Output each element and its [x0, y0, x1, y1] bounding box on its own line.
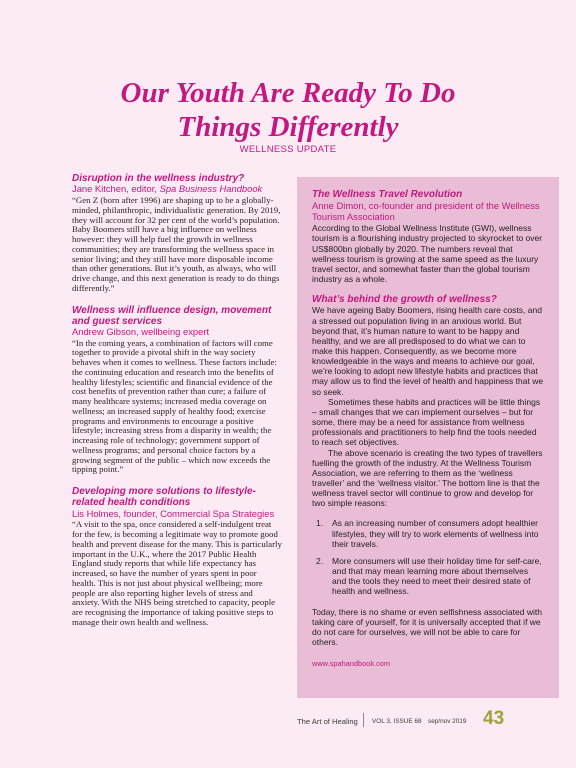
article-2	[72, 305, 282, 476]
list-item	[312, 518, 544, 548]
byline-name: Jane Kitchen, editor,	[72, 183, 160, 195]
title-line-2: Things Differently	[177, 111, 399, 143]
article-byline: Lis Holmes, founder, Commercial Spa Strategies	[72, 507, 275, 519]
issue-date: sep/nov 2019	[428, 718, 467, 725]
article-heading: Wellness will influence design, movement and guest services	[72, 304, 272, 327]
list-marker: 1.	[316, 518, 324, 529]
article-heading: Disruption in the wellness industry?	[72, 173, 245, 184]
feature-paragraph: Sometimes these habits and practices will be little things – small changes that we can implement ourselves – but for some, there may be a need for assistance from wellness professionals and practitioners to help find the tools needed to reach set objectives.	[312, 396, 541, 448]
list-marker: 2.	[316, 555, 324, 566]
left-column	[72, 173, 282, 639]
source-url: www.spahandbook.com	[312, 659, 391, 669]
feature-paragraph: We have ageing Baby Boomers, rising health care costs, and a stressed out population living in an anxious world. But beyond that, it’s human nature to want to be happy and healthy, and we are all predisposed to do what we can to make this happen. Consequently, as we become more knowledgeable in the ways and means to achieve our goal, we’re looking to adopt new lifestyle habits and practices that may allow us to find the level of health and happiness that we so seek.	[312, 305, 544, 397]
feature-closing: Today, there is no shame or even selfishness associated with taking care of yourself, for it is universally accepted that if we do not care for ourselves, we will not be able to care for others.	[312, 606, 542, 648]
page-footer	[297, 708, 559, 736]
feature-subheading: What’s behind the growth of wellness?	[312, 294, 497, 306]
feature-intro: According to the Global Wellness Institute (GWI), wellness tourism is a flourishing industry projected to skyrocket to over US$800bn globally by 2020. The numbers reveal that wellness tourism is growing at the same speed as the luxury travel sector, and somewhat faster than the global tourism industry as a whole.	[312, 223, 543, 284]
article-heading: Developing more solutions to lifestyle-related health conditions	[72, 486, 256, 509]
list-item-text: More consumers will use their holiday time for self-care, and that may mean learning more about themselves and the tools they need to meet their desired state of health and wellness.	[332, 555, 542, 597]
list-item-text: As an increasing number of consumers adopt healthier lifestyles, they will try to work elements of wellness into their travels.	[332, 518, 539, 549]
article-byline: Andrew Gibson, wellbeing expert	[72, 325, 210, 337]
article-body: “A visit to the spa, once considered a self-indulgent treat for the few, is becoming a legitimate way to promote good health and prevent disease for the many. This is particularly important in the U.K., where the 2017 Public Health England study reports that while life expectancy has increased, so have the number of years spent in poor health. This is not just about physical wellbeing; more people are also reporting higher levels of stress and anxiety. With the NHS being stretched to capacity, people are recognising the importance of taking positive steps to manage their own health and wellness.	[72, 519, 282, 627]
article-body: “Gen Z (born after 1996) are shaping up to be a globally-minded, philanthropic, individualistic generation. By 2019, they will account for 32 per cent of the world’s population. Baby Boomers still have a big influence on wellness however: they will help fuel the growth in wellness communities; they are transforming the wellness space in senior living; and they still have more disposable income than other generations. But it’s youth, as always, who will drive change, and this next generation is ready to do things differently.”	[72, 195, 281, 293]
feature-byline: Anne Dimon, co-founder and president of the Wellness Tourism Association	[312, 200, 540, 223]
article-1	[72, 173, 282, 294]
section-label: WELLNESS UPDATE	[239, 144, 337, 155]
footer-divider	[363, 713, 364, 727]
article-3	[72, 486, 282, 627]
title-line-1: Our Youth Are Ready To Do	[120, 77, 456, 109]
list-item	[312, 556, 544, 597]
feature-sidebar	[297, 177, 559, 698]
page-number: 43	[483, 708, 505, 729]
article-body: “In the coming years, a combination of factors will come together to provide a pivotal shift in the way society behaves when it comes to wellness. These factors include: the continuing education and research into the benefits of healthy lifestyles; scientific and financial evidence of the cost benefits of prevention rather than cure; a failure of many healthcare systems; increased media coverage on wellness; an increased supply of healthy food; exercise programs and environments to encourage a positive lifestyle; increasing stress from a disparity in wealth; the increasing role of technology; government support of wellness programs; and personal choice factors by a growing segment of the public – which now exceeds the tipping point.”	[72, 337, 277, 475]
article-byline	[72, 184, 282, 195]
byline-publication: Spa Business Handbook	[159, 183, 263, 195]
page-title	[0, 76, 576, 144]
reasons-list	[312, 518, 544, 596]
magazine-name: The Art of Healing	[297, 717, 358, 726]
feature-heading: The Wellness Travel Revolution	[312, 189, 463, 200]
issue-number: VOL 3, ISSUE 68	[372, 718, 422, 725]
feature-paragraph: The above scenario is creating the two types of travellers fuelling the growth of the industry. At the Wellness Tourism Association, we are referring to them as the ‘wellness traveller’ and the ‘wellness visitor.’ The bottom line is that the wellness travel sector will continue to grow and develop for two simple reasons:	[312, 447, 543, 509]
